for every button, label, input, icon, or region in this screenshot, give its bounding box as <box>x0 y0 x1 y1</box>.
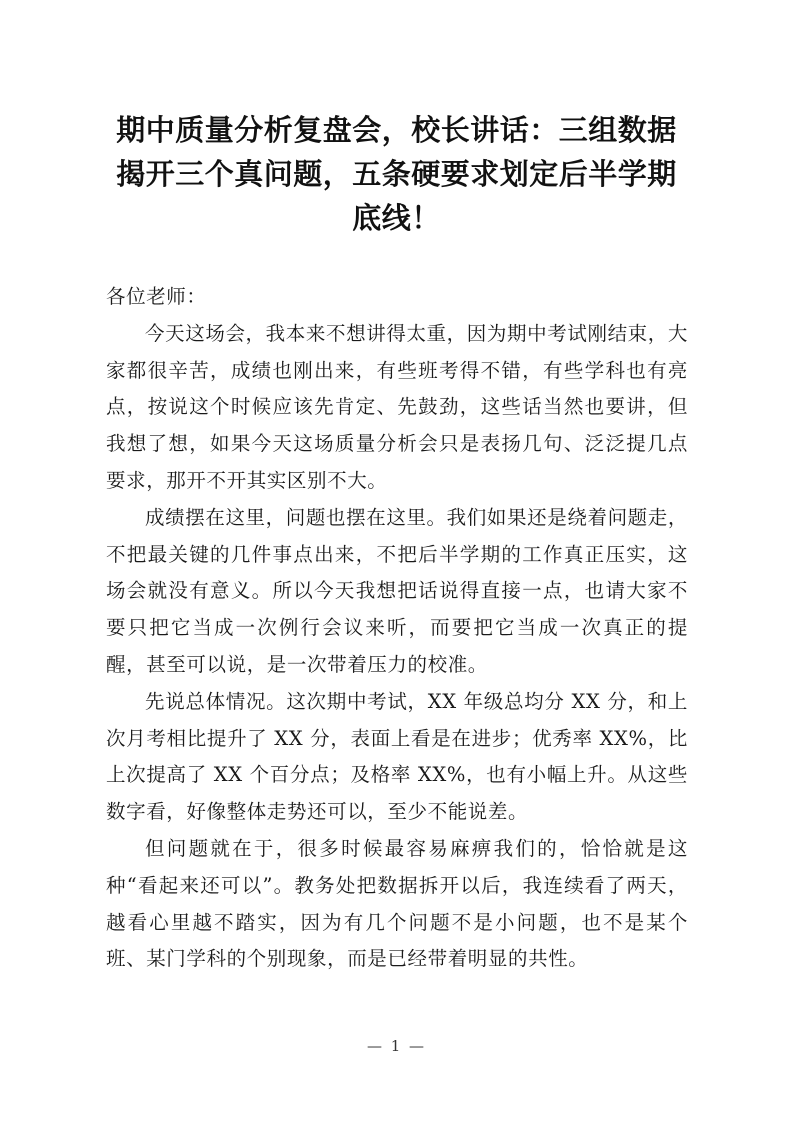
body-paragraph-1: 今天这场会，我本来不想讲得太重，因为期中考试刚结束，大家都很辛苦，成绩也刚出来，有些班考得不错，有些学科也有亮点，按说这个时候应该先肯定、先鼓劲，这些话当然也要讲，但我想了想，如果今天这场质量分析会只是表扬几句、泛泛提几点要求，那开不开其实区别不大。 <box>106 321 688 492</box>
body-paragraph-2: 成绩摆在这里，问题也摆在这里。我们如果还是绕着问题走，不把最关键的几件事点出来，不把后半学期的工作真正压实，这场会就没有意义。所以今天我想把话说得直接一点，也请大家不要只把它当成一次例行会议来听，而要把它当成一次真正的提醒，甚至可以说，是一次带着压力的校准。 <box>106 505 688 676</box>
body-paragraph-4: 但问题就在于，很多时候最容易麻痹我们的，恰恰就是这种“看起来还可以”。教务处把数据拆开以后，我连续看了两天，越看心里越不踏实，因为有几个问题不是小问题，也不是某个班、某门学科的个别现象，而是已经带着明显的共性。 <box>106 836 688 971</box>
salutation: 各位老师： <box>106 285 207 308</box>
body-paragraph-3: 先说总体情况。这次期中考试，XX 年级总均分 XX 分，和上次月考相比提升了 XX 分，表面上看是在进步；优秀率 XX%，比上次提高了 XX 个百分点；及格率 XX%，也有小幅上升。从这些数字看，好像整体走势还可以，至少不能说差。 <box>106 689 688 824</box>
document-body <box>106 279 688 978</box>
page-number: — 1 — <box>366 1037 427 1055</box>
document-title: 期中质量分析复盘会，校长讲话：三组数据揭开三个真问题，五条硬要求划定后半学期底线！ <box>116 113 677 235</box>
